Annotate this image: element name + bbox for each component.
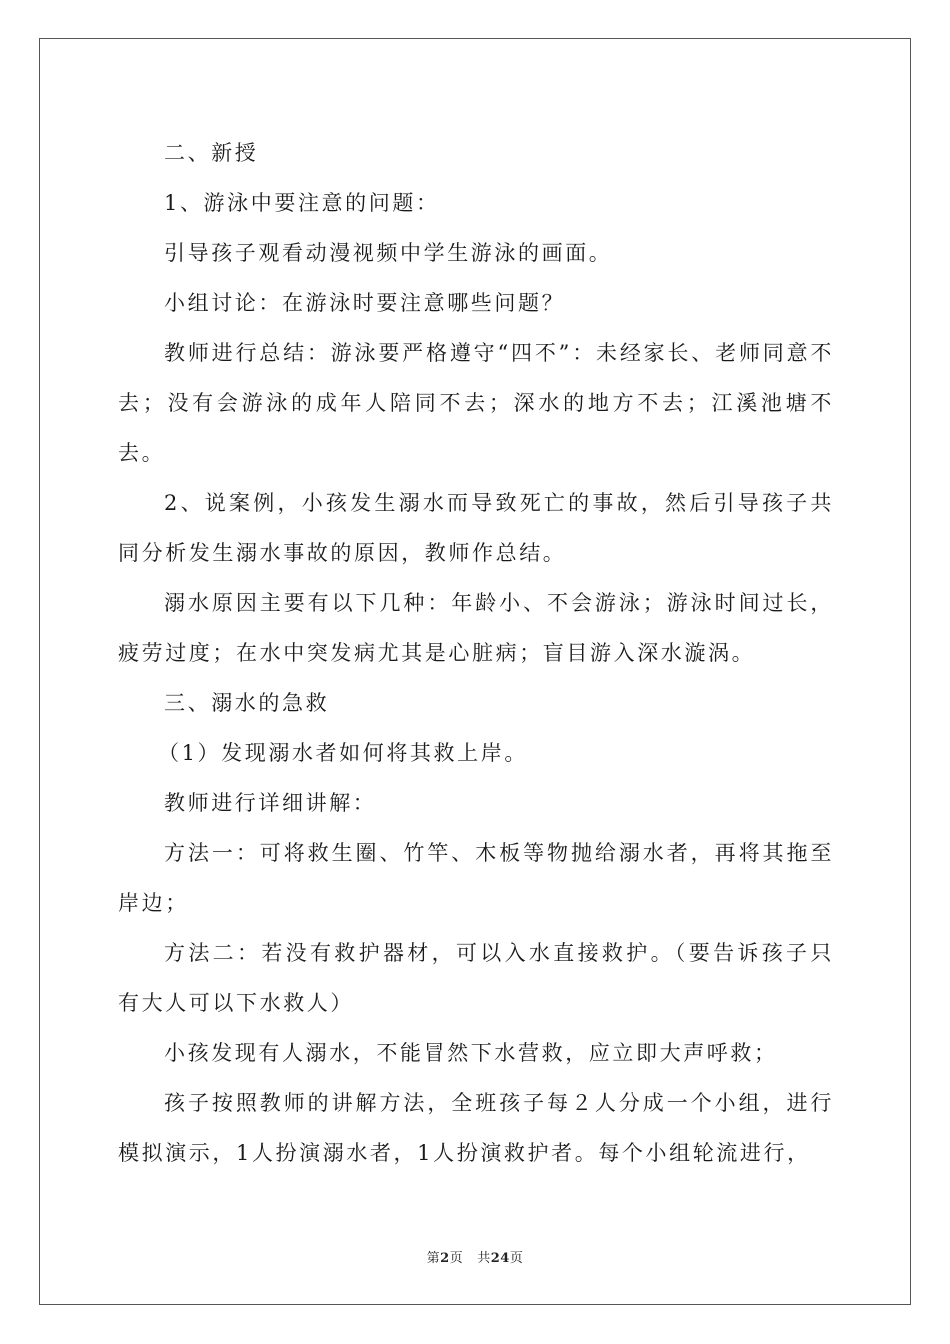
document-body [118, 128, 834, 1178]
section-heading-new-lesson: 二、新授 [164, 141, 259, 165]
page-suffix: 页 [449, 1251, 464, 1266]
page-footer [0, 1247, 950, 1266]
paragraph: 2、说案例，小孩发生溺水而导致死亡的事故，然后引导孩子共同分析发生溺水事故的原因，教师作总结。 [118, 491, 834, 565]
page-number: 2 [440, 1251, 450, 1266]
total-suffix: 页 [509, 1251, 524, 1266]
section-heading-drowning-rescue: 三、溺水的急救 [164, 691, 330, 715]
paragraph: 孩子按照教师的讲解方法，全班孩子每２人分成一个小组，进行模拟演示，1人扮演溺水者，1人扮演救护者。每个小组轮流进行， [118, 1091, 834, 1165]
paragraph: 溺水原因主要有以下几种：年龄小、不会游泳；游泳时间过长，疲劳过度；在水中突发病尤其是心脏病；盲目游入深水漩涡。 [118, 591, 834, 665]
page-prefix: 第 [426, 1251, 441, 1266]
paragraph: 教师进行详细讲解： [164, 791, 377, 815]
subheading-rescue-ashore: （1）发现溺水者如何将其救上岸。 [158, 741, 528, 765]
paragraph: 小孩发现有人溺水，不能冒然下水营救，应立即大声呼救； [164, 1041, 778, 1065]
paragraph: 方法一：可将救生圈、竹竿、木板等物抛给溺水者，再将其拖至岸边； [118, 841, 834, 915]
paragraph: 小组讨论：在游泳时要注意哪些问题？ [164, 291, 566, 315]
total-prefix: 共 [477, 1251, 491, 1266]
subheading-swimming-issues: 1、游泳中要注意的问题： [164, 191, 440, 215]
paragraph: 方法二：若没有救护器材，可以入水直接救护。（要告诉孩子只有大人可以下水救人） [118, 941, 834, 1015]
paragraph: 教师进行总结：游泳要严格遵守“四不”：未经家长、老师同意不去；没有会游泳的成年人陪同不去；深水的地方不去；江溪池塘不去。 [118, 341, 834, 465]
paragraph: 引导孩子观看动漫视频中学生游泳的画面。 [164, 241, 613, 265]
page-total: 24 [490, 1251, 510, 1266]
